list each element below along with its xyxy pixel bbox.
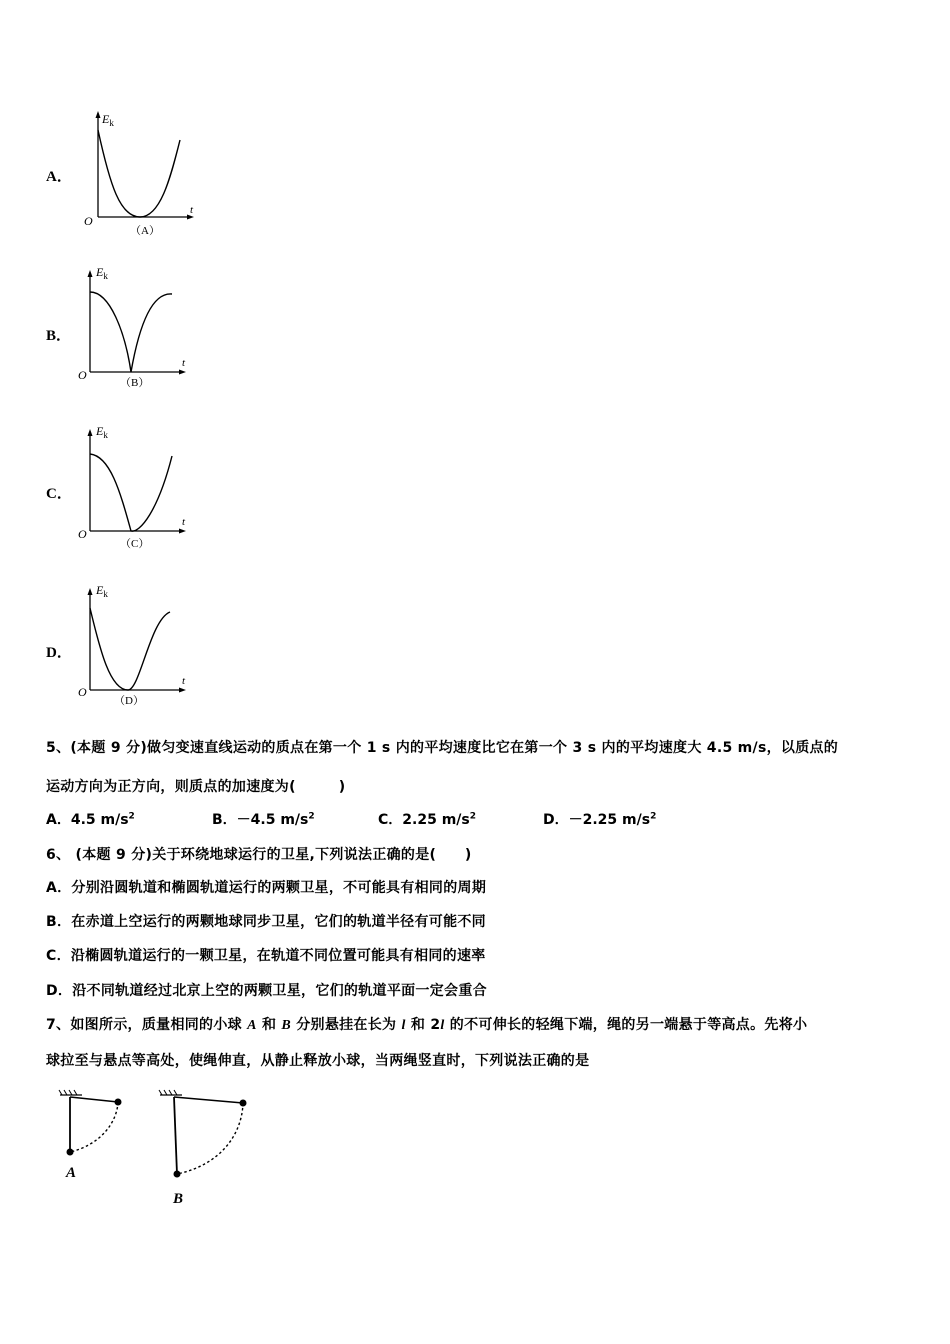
svg-text:t: t xyxy=(182,357,186,369)
q6-option-c[interactable]: C．沿椭圆轨道运行的一颗卫星，在轨道不同位置可能具有相同的速率 xyxy=(46,948,486,964)
q6-stem: 6、 (本题 9 分)关于环绕地球运行的卫星,下列说法正确的是( ) xyxy=(46,847,472,863)
svg-text:Ek: $E_k$ xyxy=(96,424,108,440)
svg-text:（D）: （D） xyxy=(114,695,144,707)
svg-text:（C）: （C） xyxy=(120,538,150,550)
ek-graph-a xyxy=(80,105,200,244)
q5-choice-a[interactable]: A．4.5 $m/s^2$ xyxy=(46,811,135,828)
svg-text:t: t xyxy=(182,675,186,687)
svg-text:t: t xyxy=(190,204,194,216)
option-letter: D． xyxy=(46,645,72,661)
svg-text:O: O xyxy=(78,685,87,699)
option-letter: A． xyxy=(46,169,72,185)
pendulum-figure xyxy=(50,1085,270,1214)
option-letter: C． xyxy=(46,486,72,502)
svg-text:Ek: $E_k$ xyxy=(96,583,108,599)
q7-stem-line1: 7、如图所示，质量相同的小球 A 和 B 分别悬挂在长为 l 和 2l 的不可伸长的轻绳下端，绳的另一端悬于等高点。先将小 xyxy=(46,1017,808,1033)
svg-text:Ek: $E_k$ xyxy=(102,112,114,128)
svg-text:O: O xyxy=(78,527,87,541)
ek-graph-c xyxy=(80,421,200,560)
ek-graph-d xyxy=(80,580,200,719)
q6-option-a[interactable]: A．分别沿圆轨道和椭圆轨道运行的两颗卫星，不可能具有相同的周期 xyxy=(46,880,487,896)
svg-text:O: O xyxy=(84,214,93,228)
q5-choice-b[interactable]: B．－4.5 $m/s^2$ xyxy=(212,811,315,828)
svg-text:O: O xyxy=(78,368,87,382)
svg-text:B: B xyxy=(173,1191,184,1207)
q7-stem-line2: 球拉至与悬点等高处，使绳伸直，从静止释放小球，当两绳竖直时，下列说法正确的是 xyxy=(46,1053,590,1069)
q5-stem-line1: 5、(本题 9 分)做匀变速直线运动的质点在第一个 1 s 内的平均速度比它在第一个 3 s 内的平均速度大 4.5 m/s，以质点的 xyxy=(46,740,839,756)
option-letter: B． xyxy=(46,328,72,344)
q5-stem-line2: 运动方向为正方向，则质点的加速度为( ) xyxy=(46,779,346,795)
q6-option-d[interactable]: D．沿不同轨道经过北京上空的两颗卫星，它们的轨道平面一定会重合 xyxy=(46,983,487,999)
svg-text:Ek: $E_k$ xyxy=(96,265,108,281)
ek-graph-b xyxy=(80,262,200,401)
pendulum-b xyxy=(159,1090,247,1207)
svg-text:（B）: （B） xyxy=(120,377,150,389)
q5-choice-d[interactable]: D．－2.25 $m/s^2$ xyxy=(543,811,657,828)
pendulum-a xyxy=(59,1090,122,1181)
svg-text:t: t xyxy=(182,516,186,528)
q5-choice-c[interactable]: C．2.25 $m/s^2$ xyxy=(378,811,476,828)
q6-option-b[interactable]: B．在赤道上空运行的两颗地球同步卫星，它们的轨道半径有可能不同 xyxy=(46,914,486,930)
svg-text:（A）: （A） xyxy=(130,225,160,237)
svg-text:A: A xyxy=(66,1165,77,1181)
